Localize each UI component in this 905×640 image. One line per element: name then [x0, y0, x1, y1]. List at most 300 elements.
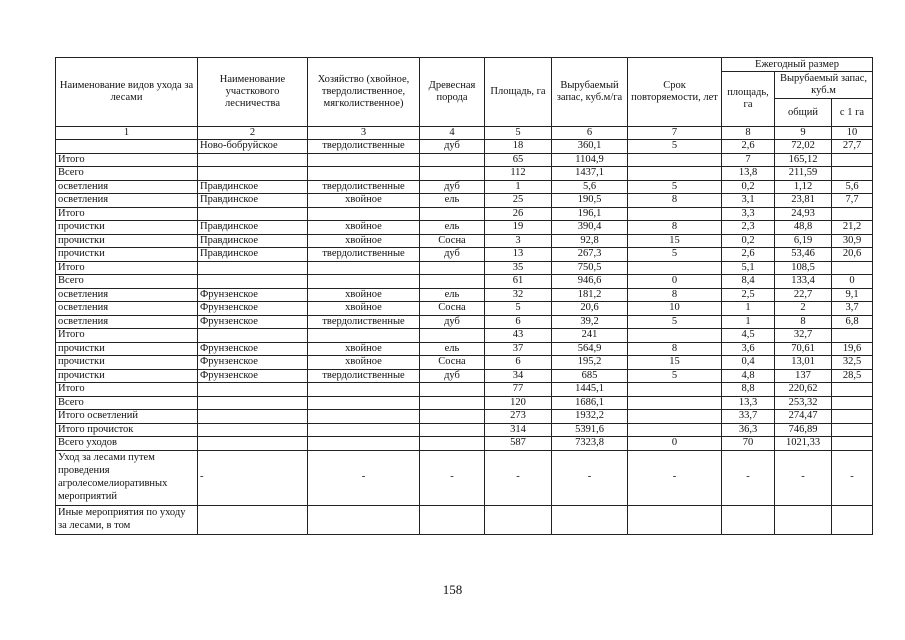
table-cell: твердолиственные — [308, 180, 420, 194]
table-row — [56, 450, 873, 505]
table-cell — [832, 396, 873, 410]
table-row — [56, 153, 873, 167]
table-cell — [420, 329, 485, 343]
table-cell: Итого — [56, 153, 198, 167]
table-cell: дуб — [420, 369, 485, 383]
table-cell: 2,5 — [722, 288, 775, 302]
table-cell — [308, 437, 420, 451]
table-cell — [420, 437, 485, 451]
table-cell: 33,7 — [722, 410, 775, 424]
table-row — [56, 505, 873, 534]
table-cell: 0 — [628, 437, 722, 451]
table-cell: 7,7 — [832, 194, 873, 208]
table-cell: 108,5 — [775, 261, 832, 275]
table-cell: 13,3 — [722, 396, 775, 410]
table-cell: твердолиственные — [308, 140, 420, 154]
table-cell — [308, 505, 420, 534]
table-cell: 2,6 — [722, 248, 775, 262]
table-cell: хвойное — [308, 194, 420, 208]
table-cell: Итого — [56, 261, 198, 275]
table-cell: Итого — [56, 329, 198, 343]
table-cell: 8 — [775, 315, 832, 329]
table-cell — [198, 423, 308, 437]
table-cell — [198, 505, 308, 534]
column-number: 1 — [56, 127, 198, 140]
table-row — [56, 410, 873, 424]
table-cell: - — [628, 450, 722, 505]
table-cell — [832, 329, 873, 343]
table-cell — [628, 410, 722, 424]
table-row — [56, 342, 873, 356]
table-cell: 1932,2 — [552, 410, 628, 424]
table-cell: осветления — [56, 288, 198, 302]
table-cell: Итого прочисток — [56, 423, 198, 437]
table-cell: прочистки — [56, 369, 198, 383]
table-cell: дуб — [420, 315, 485, 329]
table-cell: - — [420, 450, 485, 505]
table-cell — [308, 410, 420, 424]
table-cell: 390,4 — [552, 221, 628, 235]
table-cell: 36,3 — [722, 423, 775, 437]
table-cell: 6 — [485, 315, 552, 329]
table-cell — [308, 329, 420, 343]
table-cell: 32,5 — [832, 356, 873, 370]
table-cell: Фрунзенское — [198, 288, 308, 302]
table-cell — [775, 505, 832, 534]
table-cell — [420, 153, 485, 167]
table-cell: хвойное — [308, 356, 420, 370]
table-cell: Всего уходов — [56, 437, 198, 451]
table-cell — [308, 275, 420, 289]
table-cell: хвойное — [308, 302, 420, 316]
table-cell: 0,2 — [722, 180, 775, 194]
table-cell: 3,6 — [722, 342, 775, 356]
table-cell: 19 — [485, 221, 552, 235]
table-cell: 5 — [628, 248, 722, 262]
table-cell: 685 — [552, 369, 628, 383]
table-cell — [420, 423, 485, 437]
table-header — [56, 58, 873, 140]
table-cell: 30,9 — [832, 234, 873, 248]
table-cell: Сосна — [420, 234, 485, 248]
table-cell: 6 — [485, 356, 552, 370]
table-cell — [832, 437, 873, 451]
table-row — [56, 437, 873, 451]
table-cell: 0,4 — [722, 356, 775, 370]
table-cell: 32,7 — [775, 329, 832, 343]
table-cell: 196,1 — [552, 207, 628, 221]
table-cell: 22,7 — [775, 288, 832, 302]
table-cell: дуб — [420, 180, 485, 194]
table-row — [56, 288, 873, 302]
table-cell: 5 — [628, 315, 722, 329]
table-cell: 1104,9 — [552, 153, 628, 167]
table-cell — [420, 261, 485, 275]
table-cell — [308, 207, 420, 221]
table-cell: Ново-бобруйское — [198, 140, 308, 154]
table-cell: Правдинское — [198, 248, 308, 262]
table-cell: 35 — [485, 261, 552, 275]
table-cell — [198, 207, 308, 221]
document-page — [55, 57, 873, 535]
header-annual-size: Ежегодный размер — [722, 58, 873, 72]
table-cell: Сосна — [420, 302, 485, 316]
table-cell: 9,1 — [832, 288, 873, 302]
table-row — [56, 140, 873, 154]
table-cell: 1021,33 — [775, 437, 832, 451]
table-cell: 3,1 — [722, 194, 775, 208]
table-cell: 137 — [775, 369, 832, 383]
table-cell: 1686,1 — [552, 396, 628, 410]
table-cell: 120 — [485, 396, 552, 410]
column-number: 2 — [198, 127, 308, 140]
table-cell — [628, 396, 722, 410]
table-cell: 18 — [485, 140, 552, 154]
table-row — [56, 369, 873, 383]
table-cell: 20,6 — [832, 248, 873, 262]
header-forestry-district: Наименование участкового лесничества — [198, 58, 308, 127]
table-cell: 220,62 — [775, 383, 832, 397]
table-cell: 48,8 — [775, 221, 832, 235]
table-cell — [198, 396, 308, 410]
table-cell: 6,19 — [775, 234, 832, 248]
table-cell — [198, 383, 308, 397]
header-repeat-period: Срок повторяемости, лет — [628, 58, 722, 127]
table-cell: Итого — [56, 383, 198, 397]
table-cell: 39,2 — [552, 315, 628, 329]
table-cell: Фрунзенское — [198, 315, 308, 329]
column-number: 8 — [722, 127, 775, 140]
table-cell: Всего — [56, 167, 198, 181]
table-cell: 165,12 — [775, 153, 832, 167]
header-annual-stock: Вырубаемый запас, куб.м — [775, 72, 873, 99]
table-cell: 1445,1 — [552, 383, 628, 397]
column-number: 5 — [485, 127, 552, 140]
table-cell — [308, 383, 420, 397]
table-cell: 8,8 — [722, 383, 775, 397]
table-cell: - — [485, 450, 552, 505]
table-cell — [308, 396, 420, 410]
table-row — [56, 221, 873, 235]
table-body — [56, 140, 873, 535]
column-number: 7 — [628, 127, 722, 140]
table-cell: хвойное — [308, 221, 420, 235]
table-cell — [308, 167, 420, 181]
table-cell: 2,6 — [722, 140, 775, 154]
table-cell — [198, 261, 308, 275]
table-cell: прочистки — [56, 221, 198, 235]
table-cell: - — [198, 450, 308, 505]
table-cell: хвойное — [308, 288, 420, 302]
table-cell — [628, 329, 722, 343]
table-cell: 211,59 — [775, 167, 832, 181]
table-cell — [198, 410, 308, 424]
table-row — [56, 261, 873, 275]
table-cell: - — [308, 450, 420, 505]
table-row — [56, 275, 873, 289]
table-cell: Сосна — [420, 356, 485, 370]
table-cell: 195,2 — [552, 356, 628, 370]
table-cell — [628, 153, 722, 167]
table-cell — [198, 275, 308, 289]
header-tree-species: Древесная порода — [420, 58, 485, 127]
table-row — [56, 315, 873, 329]
table-cell: 43 — [485, 329, 552, 343]
table-cell: 1437,1 — [552, 167, 628, 181]
table-cell: 13,01 — [775, 356, 832, 370]
table-cell: Правдинское — [198, 234, 308, 248]
table-cell: 37 — [485, 342, 552, 356]
table-cell: ель — [420, 221, 485, 235]
table-cell: 15 — [628, 234, 722, 248]
table-cell — [420, 505, 485, 534]
table-cell: осветления — [56, 302, 198, 316]
table-cell: 6,8 — [832, 315, 873, 329]
table-row — [56, 356, 873, 370]
header-area: Площадь, га — [485, 58, 552, 127]
table-cell — [832, 153, 873, 167]
table-cell: 19,6 — [832, 342, 873, 356]
table-cell: - — [832, 450, 873, 505]
table-cell: 27,7 — [832, 140, 873, 154]
table-cell — [722, 505, 775, 534]
table-cell: 5,6 — [552, 180, 628, 194]
table-cell: 13 — [485, 248, 552, 262]
table-cell — [420, 275, 485, 289]
table-cell: 4,5 — [722, 329, 775, 343]
table-cell: 314 — [485, 423, 552, 437]
table-cell — [552, 505, 628, 534]
table-cell: Уход за лесами путем проведения агролесомелиоративных мероприятий — [56, 450, 198, 505]
table-cell: дуб — [420, 140, 485, 154]
table-cell: Иные мероприятия по уходу за лесами, в том — [56, 505, 198, 534]
table-cell: 4,8 — [722, 369, 775, 383]
table-cell: 3,7 — [832, 302, 873, 316]
table-cell: 8,4 — [722, 275, 775, 289]
table-cell — [628, 505, 722, 534]
table-cell: твердолиственные — [308, 315, 420, 329]
table-row — [56, 234, 873, 248]
table-cell: 20,6 — [552, 302, 628, 316]
table-cell: прочистки — [56, 342, 198, 356]
table-cell: 1,12 — [775, 180, 832, 194]
table-cell: 5391,6 — [552, 423, 628, 437]
header-stock-per-ha-annual: с 1 га — [832, 99, 873, 127]
table-cell — [832, 167, 873, 181]
table-cell: 8 — [628, 194, 722, 208]
table-cell: 2,3 — [722, 221, 775, 235]
table-cell — [628, 383, 722, 397]
table-cell — [832, 505, 873, 534]
table-cell: Правдинское — [198, 221, 308, 235]
table-cell: 750,5 — [552, 261, 628, 275]
table-cell: 190,5 — [552, 194, 628, 208]
forest-care-table — [55, 57, 873, 535]
table-cell: 241 — [552, 329, 628, 343]
table-cell: 24,93 — [775, 207, 832, 221]
table-cell: 8 — [628, 288, 722, 302]
table-cell: 181,2 — [552, 288, 628, 302]
table-cell: 21,2 — [832, 221, 873, 235]
table-cell: Итого — [56, 207, 198, 221]
table-cell: 0,2 — [722, 234, 775, 248]
table-cell — [198, 329, 308, 343]
table-cell: 5 — [628, 180, 722, 194]
table-row — [56, 180, 873, 194]
table-cell — [56, 140, 198, 154]
header-annual-area: площадь, га — [722, 72, 775, 127]
table-cell: ель — [420, 194, 485, 208]
table-cell: 1 — [722, 302, 775, 316]
table-cell — [832, 383, 873, 397]
column-number: 4 — [420, 127, 485, 140]
table-cell: 92,8 — [552, 234, 628, 248]
table-cell: хвойное — [308, 234, 420, 248]
table-cell — [420, 167, 485, 181]
table-cell — [308, 423, 420, 437]
table-cell: 32 — [485, 288, 552, 302]
table-cell: Правдинское — [198, 180, 308, 194]
table-cell — [628, 167, 722, 181]
table-cell — [628, 261, 722, 275]
table-cell: 7323,8 — [552, 437, 628, 451]
table-cell: прочистки — [56, 248, 198, 262]
table-cell: прочистки — [56, 234, 198, 248]
table-cell: твердолиственные — [308, 369, 420, 383]
table-cell: 746,89 — [775, 423, 832, 437]
table-cell: хвойное — [308, 342, 420, 356]
table-cell: 274,47 — [775, 410, 832, 424]
table-row — [56, 248, 873, 262]
table-cell — [628, 423, 722, 437]
table-cell: 34 — [485, 369, 552, 383]
table-cell: 1 — [485, 180, 552, 194]
table-cell: твердолиственные — [308, 248, 420, 262]
table-cell: 61 — [485, 275, 552, 289]
table-cell — [420, 410, 485, 424]
table-cell: ель — [420, 288, 485, 302]
table-cell — [198, 167, 308, 181]
column-number: 9 — [775, 127, 832, 140]
header-stock-total: общий — [775, 99, 832, 127]
column-number-row — [56, 127, 873, 140]
table-row — [56, 194, 873, 208]
table-cell: 10 — [628, 302, 722, 316]
table-cell: 5 — [628, 140, 722, 154]
table-row — [56, 302, 873, 316]
table-cell: 5 — [628, 369, 722, 383]
table-cell: 53,46 — [775, 248, 832, 262]
table-cell: ель — [420, 342, 485, 356]
table-cell: 564,9 — [552, 342, 628, 356]
table-cell — [198, 437, 308, 451]
table-row — [56, 167, 873, 181]
table-cell: 8 — [628, 342, 722, 356]
table-cell: 133,4 — [775, 275, 832, 289]
table-cell: 5,6 — [832, 180, 873, 194]
table-cell: Всего — [56, 396, 198, 410]
table-cell — [832, 207, 873, 221]
table-cell: 0 — [832, 275, 873, 289]
table-cell — [420, 383, 485, 397]
table-row — [56, 383, 873, 397]
table-cell: 112 — [485, 167, 552, 181]
table-cell: 7 — [722, 153, 775, 167]
header-care-type: Наименование видов ухода за лесами — [56, 58, 198, 127]
page-number: 158 — [442, 582, 463, 597]
table-cell — [420, 396, 485, 410]
table-cell — [832, 261, 873, 275]
table-row — [56, 423, 873, 437]
table-cell: - — [775, 450, 832, 505]
table-cell: 15 — [628, 356, 722, 370]
table-row — [56, 207, 873, 221]
table-cell: 26 — [485, 207, 552, 221]
table-cell: - — [722, 450, 775, 505]
table-cell: - — [552, 450, 628, 505]
table-cell — [485, 505, 552, 534]
table-cell: осветления — [56, 180, 198, 194]
table-cell: 28,5 — [832, 369, 873, 383]
table-cell: дуб — [420, 248, 485, 262]
table-cell: 65 — [485, 153, 552, 167]
table-cell — [832, 423, 873, 437]
table-cell: Фрунзенское — [198, 356, 308, 370]
table-cell: Фрунзенское — [198, 342, 308, 356]
table-cell: 77 — [485, 383, 552, 397]
table-cell: 5,1 — [722, 261, 775, 275]
table-cell: Итого осветлений — [56, 410, 198, 424]
table-cell — [628, 207, 722, 221]
table-cell: 3,3 — [722, 207, 775, 221]
header-economy-type: Хозяйство (хвойное, твердолиственное, мягколиственное) — [308, 58, 420, 127]
table-cell — [308, 261, 420, 275]
column-number: 10 — [832, 127, 873, 140]
table-cell: 70 — [722, 437, 775, 451]
table-cell: Правдинское — [198, 194, 308, 208]
table-cell: прочистки — [56, 356, 198, 370]
table-cell: 25 — [485, 194, 552, 208]
header-stock-per-ha: Вырубаемый запас, куб.м/га — [552, 58, 628, 127]
table-cell: осветления — [56, 315, 198, 329]
table-cell: 1 — [722, 315, 775, 329]
table-cell — [198, 153, 308, 167]
table-cell: 72,02 — [775, 140, 832, 154]
column-number: 3 — [308, 127, 420, 140]
table-cell — [308, 153, 420, 167]
table-cell: 273 — [485, 410, 552, 424]
table-cell: 587 — [485, 437, 552, 451]
table-row — [56, 329, 873, 343]
table-cell — [420, 207, 485, 221]
table-cell: 8 — [628, 221, 722, 235]
table-cell — [832, 410, 873, 424]
table-cell: 70,61 — [775, 342, 832, 356]
table-cell: Фрунзенское — [198, 369, 308, 383]
table-row — [56, 396, 873, 410]
table-cell: 23,81 — [775, 194, 832, 208]
table-cell: 267,3 — [552, 248, 628, 262]
table-cell: Всего — [56, 275, 198, 289]
table-cell: 3 — [485, 234, 552, 248]
table-cell: 13,8 — [722, 167, 775, 181]
table-cell: 5 — [485, 302, 552, 316]
table-cell: Фрунзенское — [198, 302, 308, 316]
table-cell: 2 — [775, 302, 832, 316]
table-cell: 253,32 — [775, 396, 832, 410]
table-cell: 946,6 — [552, 275, 628, 289]
column-number: 6 — [552, 127, 628, 140]
